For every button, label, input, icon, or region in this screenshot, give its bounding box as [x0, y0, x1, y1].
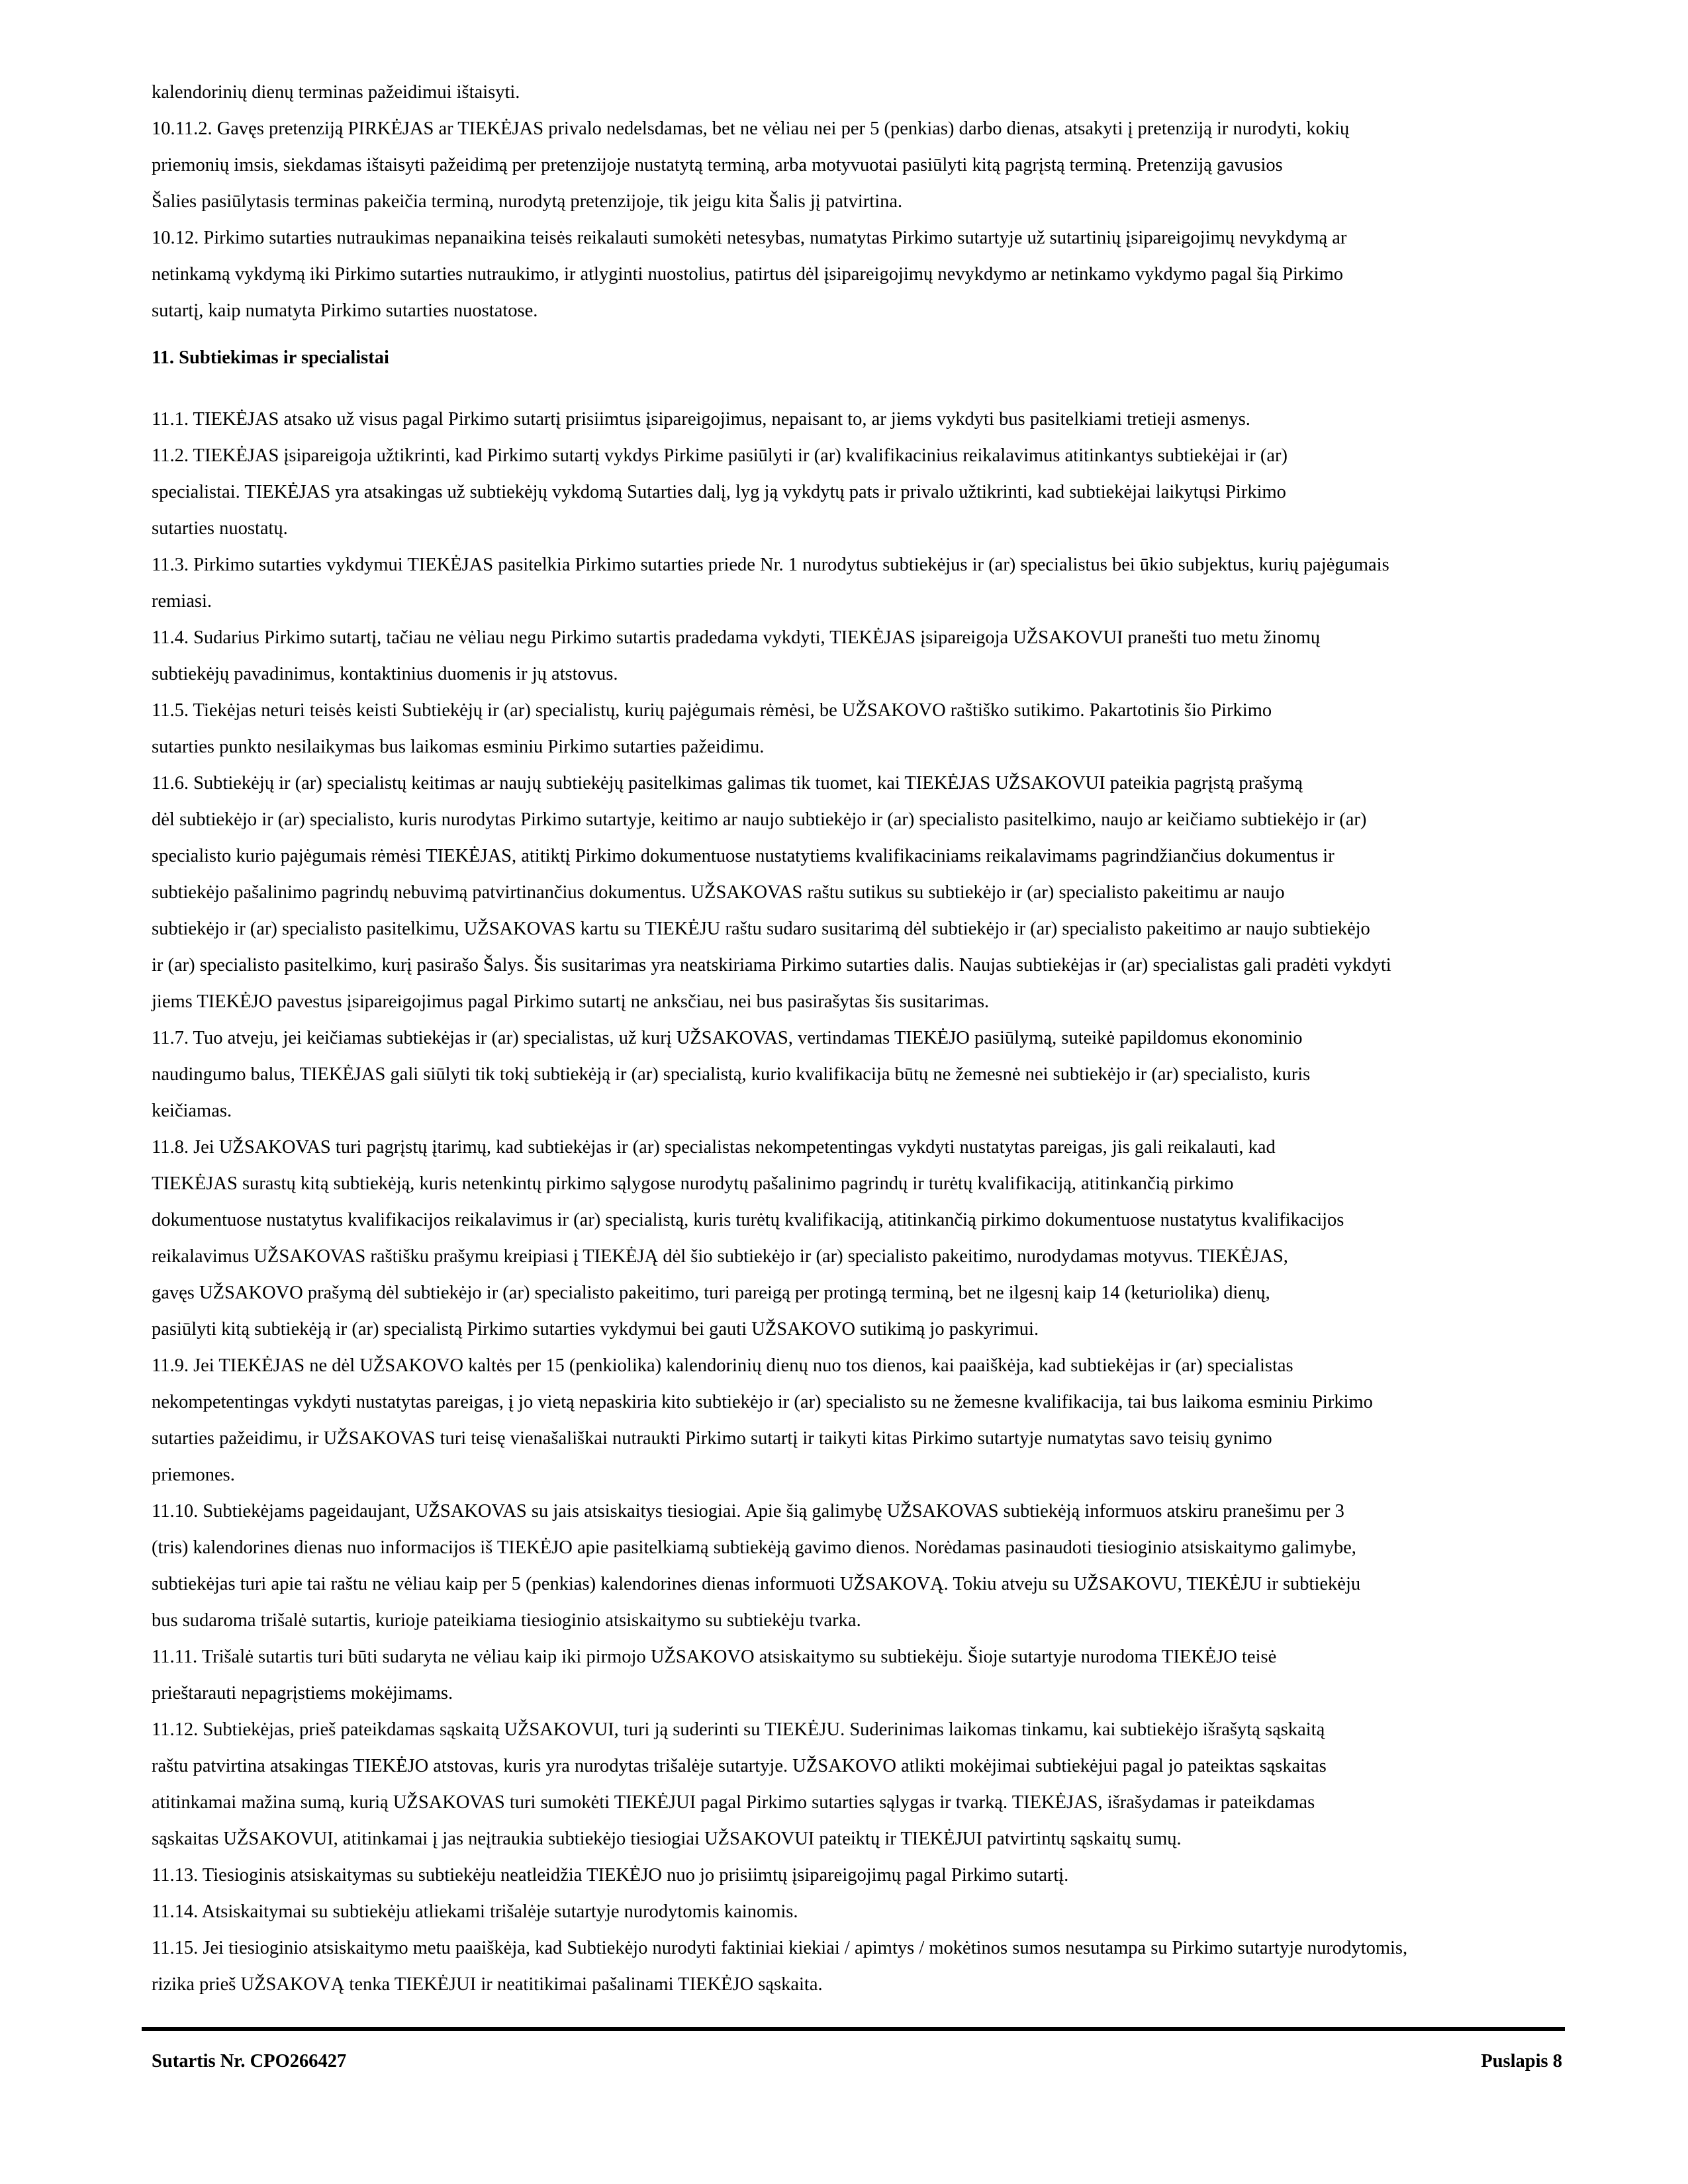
text-line: priemones.: [152, 1465, 235, 1485]
text-line: sąskaitas UŽSAKOVUI, atitinkamai į jas neįtraukia subtiekėjo tiesiogiai UŽSAKOVUI pateiktų ir TIEKĖJUI patvirtintų sąskaitų sumų.: [152, 1829, 1182, 1849]
text-line: dokumentuose nustatytus kvalifikacijos reikalavimus ir (ar) specialistą, kuris turėtų kvalifikaciją, atitinkančią pirkimo dokumentuose nustatytus kvalifikacijos: [152, 1210, 1344, 1230]
paragraph: [152, 1129, 1575, 1347]
text-line: (tris) kalendorines dienas nuo informacijos iš TIEKĖJO apie pasitelkiamą subtiekėją gavimo dienos. Norėdamas pasinaudoti tiesioginio atsiskaitymo galimybe,: [152, 1537, 1356, 1558]
paragraph: [152, 619, 1575, 692]
paragraph: [152, 547, 1575, 619]
paragraph: [152, 765, 1575, 1020]
text-line: bus sudaroma trišalė sutartis, kurioje pateikiama tiesioginio atsiskaitymo su subtiekėju tvarka.: [152, 1610, 861, 1631]
text-line: prieštarauti nepagrįstiems mokėjimams.: [152, 1683, 453, 1704]
text-line: subtiekėjų pavadinimus, kontaktinius duomenis ir jų atstovus.: [152, 664, 618, 684]
text-line: raštu patvirtina atsakingas TIEKĖJO atstovas, kuris yra nurodytas trišalėje sutartyje. UŽSAKOVO atlikti mokėjimai subtiekėjui pagal jo pateiktas sąskaitas: [152, 1756, 1327, 1776]
text-line: 11.8. Jei UŽSAKOVAS turi pagrįstų įtarimų, kad subtiekėjas ir (ar) specialistas nekompetentingas vykdyti nustatytas pareigas, jis gali reikalauti, kad: [152, 1137, 1276, 1158]
text-line: 11.13. Tiesioginis atsiskaitymas su subtiekėju neatleidžia TIEKĖJO nuo jo prisiimtų įsipareigojimų pagal Pirkimo sutartį.: [152, 1865, 1069, 1886]
text-line: subtiekėjas turi apie tai raštu ne vėliau kaip per 5 (penkias) kalendorines dienas informuoti UŽSAKOVĄ. Tokiu atveju su UŽSAKOVU, TIEKĖJU ir subtiekėju: [152, 1574, 1361, 1594]
paragraph: [152, 1857, 1575, 1893]
text-line: specialisto kurio pajėgumais rėmėsi TIEKĖJAS, atitiktį Pirkimo dokumentuose nustatytiems kvalifikaciniams reikalavimams pagrindžiančius dokumentus ir: [152, 846, 1335, 866]
text-line: subtiekėjo ir (ar) specialisto pasitelkimu, UŽSAKOVAS kartu su TIEKĖJU raštu sudaro susitarimą dėl subtiekėjo ir (ar) specialisto pakeitimo ar naujo subtiekėjo: [152, 919, 1370, 939]
text-line: 11.5. Tiekėjas neturi teisės keisti Subtiekėjų ir (ar) specialistų, kurių pajėgumais rėmėsi, be UŽSAKOVO raštiško sutikimo. Pakartotinis šio Pirkimo: [152, 700, 1272, 721]
paragraph: [152, 1020, 1575, 1129]
text-line: 10.11.2. Gavęs pretenziją PIRKĖJAS ar TIEKĖJAS privalo nedelsdamas, bet ne vėliau nei per 5 (penkias) darbo dienas, atsakyti į pretenziją ir nurodyti, kokių: [152, 118, 1350, 139]
paragraph: [152, 437, 1575, 547]
paragraph: [152, 692, 1575, 765]
text-line: gavęs UŽSAKOVO prašymą dėl subtiekėjo ir (ar) specialisto pakeitimo, turi pareigą per protingą terminą, bet ne ilgesnį kaip 14 (keturiolika) dienų,: [152, 1283, 1270, 1303]
paragraph: [152, 111, 1575, 220]
section-11-body: [152, 401, 1575, 2003]
page-number: Puslapis 8: [1481, 2051, 1562, 2071]
page-footer: [152, 2045, 1562, 2078]
text-line: subtiekėjo pašalinimo pagrindų nebuvimą patvirtinančius dokumentus. UŽSAKOVAS raštu sutikus su subtiekėjo ir (ar) specialisto pakeitimu ar naujo: [152, 882, 1285, 903]
paragraph: [152, 74, 1575, 111]
text-line: jiems TIEKĖJO pavestus įsipareigojimus pagal Pirkimo sutartį ne anksčiau, nei bus pasirašytas šis susitarimas.: [152, 991, 990, 1012]
text-line: naudingumo balus, TIEKĖJAS gali siūlyti tik tokį subtiekėją ir (ar) specialistą, kurio kvalifikacija būtų ne žemesnė nei subtiekėjo ir (ar) specialisto, kuris: [152, 1064, 1311, 1085]
paragraph: [152, 220, 1575, 329]
text-line: 11.11. Trišalė sutartis turi būti sudaryta ne vėliau kaip iki pirmojo UŽSAKOVO atsiskaitymo su subtiekėju. Šioje sutartyje nurodoma TIEKĖJO teisė: [152, 1647, 1277, 1667]
text-line: atitinkamai mažina sumą, kurią UŽSAKOVAS turi sumokėti TIEKĖJUI pagal Pirkimo sutarties sąlygas ir tvarką. TIEKĖJAS, išrašydamas ir pateikdamas: [152, 1792, 1315, 1813]
text-line: 11.6. Subtiekėjų ir (ar) specialistų keitimas ar naujų subtiekėjų pasitelkimas galimas tik tuomet, kai TIEKĖJAS UŽSAKOVUI pateikia pagrįstą prašymą: [152, 773, 1303, 794]
text-line: nekompetentingas vykdyti nustatytas pareigas, į jo vietą nepaskiria kito subtiekėjo ir (ar) specialisto su ne žemesne kvalifikacija, tai bus laikoma esminiu Pirkimo: [152, 1392, 1373, 1412]
paragraph: [152, 1893, 1575, 1930]
text-line: TIEKĖJAS surastų kitą subtiekėją, kuris netenkintų pirkimo sąlygose nurodytų pašalinimo pagrindų ir turėtų kvalifikaciją, atitinkančią pirkimo: [152, 1173, 1234, 1194]
contract-number: Sutartis Nr. CPO266427: [152, 2051, 347, 2071]
text-line: pasiūlyti kitą subtiekėją ir (ar) specialistą Pirkimo sutarties vykdymui bei gauti UŽSAKOVO sutikimą jo paskyrimui.: [152, 1319, 1039, 1340]
text-line: priemonių imsis, siekdamas ištaisyti pažeidimą per pretenzijoje nustatytą terminą, arba motyvuotai pasiūlyti kitą pagrįstą terminą. Pretenziją gavusios: [152, 155, 1283, 175]
text-line: sutarties punkto nesilaikymas bus laikomas esminiu Pirkimo sutarties pažeidimu.: [152, 737, 765, 757]
paragraph: [152, 1711, 1575, 1857]
footer-divider: [142, 2027, 1565, 2031]
text-line: 11.1. TIEKĖJAS atsako už visus pagal Pirkimo sutartį prisiimtus įsipareigojimus, nepaisant to, ar jiems vykdyti bus pasitelkiami tretieji asmenys.: [152, 409, 1250, 430]
text-line: dėl subtiekėjo ir (ar) specialisto, kuris nurodytas Pirkimo sutartyje, keitimo ar naujo subtiekėjo ir (ar) specialisto pasitelkimo, naujo ar keičiamo subtiekėjo ir (ar): [152, 809, 1367, 830]
paragraph: [152, 1347, 1575, 1493]
text-line: sutarties pažeidimu, ir UŽSAKOVAS turi teisę vienašališkai nutraukti Pirkimo sutartį ir taikyti kitas Pirkimo sutartyje numatytas savo teisių gynimo: [152, 1428, 1272, 1449]
text-line: Šalies pasiūlytasis terminas pakeičia terminą, nurodytą pretenzijoje, tik jeigu kita Šalis jį patvirtina.: [152, 191, 903, 212]
text-line: 11.9. Jei TIEKĖJAS ne dėl UŽSAKOVO kaltės per 15 (penkiolika) kalendorinių dienų nuo tos dienos, kai paaiškėja, kad subtiekėjas ir (ar) specialistas: [152, 1355, 1293, 1376]
text-line: specialistai. TIEKĖJAS yra atsakingas už subtiekėjų vykdomą Sutarties dalį, lyg ją vykdytų pats ir privalo užtikrinti, kad subtiekėjai laikytųsi Pirkimo: [152, 482, 1286, 502]
text-line: 11.2. TIEKĖJAS įsipareigoja užtikrinti, kad Pirkimo sutartį vykdys Pirkime pasiūlyti ir (ar) kvalifikacinius reikalavimus atitinkantys subtiekėjai ir (ar): [152, 445, 1288, 466]
text-line: keičiamas.: [152, 1101, 232, 1121]
document-body: [152, 74, 1575, 2003]
text-line: 11.15. Jei tiesioginio atsiskaitymo metu paaiškėja, kad Subtiekėjo nurodyti faktiniai kiekiai / apimtys / mokėtinos sumos nesutampa su Pirkimo sutartyje nurodytomis,: [152, 1938, 1408, 1958]
text-line: 11.3. Pirkimo sutarties vykdymui TIEKĖJAS pasitelkia Pirkimo sutarties priede Nr. 1 nurodytus subtiekėjus ir (ar) specialistus bei ūkio subjektus, kurių pajėgumais: [152, 555, 1389, 575]
text-line: ir (ar) specialisto pasitelkimo, kurį pasirašo Šalys. Šis susitarimas yra neatskiriama Pirkimo sutarties dalis. Naujas subtiekėjas ir (ar) specialistas gali pradėti vykdyti: [152, 955, 1391, 976]
text-line: 10.12. Pirkimo sutarties nutraukimas nepanaikina teisės reikalauti sumokėti netesybas, numatytas Pirkimo sutartyje už sutartinių įsipareigojimų nevykdymą ar: [152, 228, 1347, 248]
paragraph: [152, 401, 1575, 437]
text-line: sutartį, kaip numatyta Pirkimo sutarties nuostatose.: [152, 300, 538, 321]
section-10-continuation: [152, 74, 1575, 329]
text-line: 11.7. Tuo atveju, jei keičiamas subtiekėjas ir (ar) specialistas, už kurį UŽSAKOVAS, vertindamas TIEKĖJO pasiūlymą, suteikė papildomus ekonominio: [152, 1028, 1303, 1048]
text-line: 11.12. Subtiekėjas, prieš pateikdamas sąskaitą UŽSAKOVUI, turi ją suderinti su TIEKĖJU. Suderinimas laikomas tinkamu, kai subtiekėjo išrašytą sąskaitą: [152, 1719, 1325, 1740]
paragraph: [152, 1493, 1575, 1639]
text-line: sutarties nuostatų.: [152, 518, 288, 539]
text-line: reikalavimus UŽSAKOVAS raštišku prašymu kreipiasi į TIEKĖJĄ dėl šio subtiekėjo ir (ar) specialisto pakeitimo, nurodydamas motyvus. TIEKĖJAS,: [152, 1246, 1288, 1267]
text-line: 11.10. Subtiekėjams pageidaujant, UŽSAKOVAS su jais atsiskaitys tiesiogiai. Apie šią galimybę UŽSAKOVAS subtiekėją informuos atskiru pranešimu per 3: [152, 1501, 1344, 1522]
paragraph: [152, 1930, 1575, 2003]
text-line: 11.4. Sudarius Pirkimo sutartį, tačiau ne vėliau negu Pirkimo sutartis pradedama vykdyti, TIEKĖJAS įsipareigoja UŽSAKOVUI pranešti tuo metu žinomų: [152, 627, 1321, 648]
text-line: rizika prieš UŽSAKOVĄ tenka TIEKĖJUI ir neatitikimai pašalinami TIEKĖJO sąskaita.: [152, 1974, 823, 1995]
text-line: kalendorinių dienų terminas pažeidimui ištaisyti.: [152, 82, 520, 103]
text-line: remiasi.: [152, 591, 212, 612]
text-line: 11.14. Atsiskaitymai su subtiekėju atliekami trišalėje sutartyje nurodytomis kainomis.: [152, 1901, 798, 1922]
paragraph: [152, 1639, 1575, 1711]
section-heading: 11. Subtiekimas ir specialistai: [152, 347, 389, 368]
text-line: netinkamą vykdymą iki Pirkimo sutarties nutraukimo, ir atlyginti nuostolius, patirtus dėl įsipareigojimų nevykdymo ar netinkamo vykdymo pagal šią Pirkimo: [152, 264, 1344, 285]
